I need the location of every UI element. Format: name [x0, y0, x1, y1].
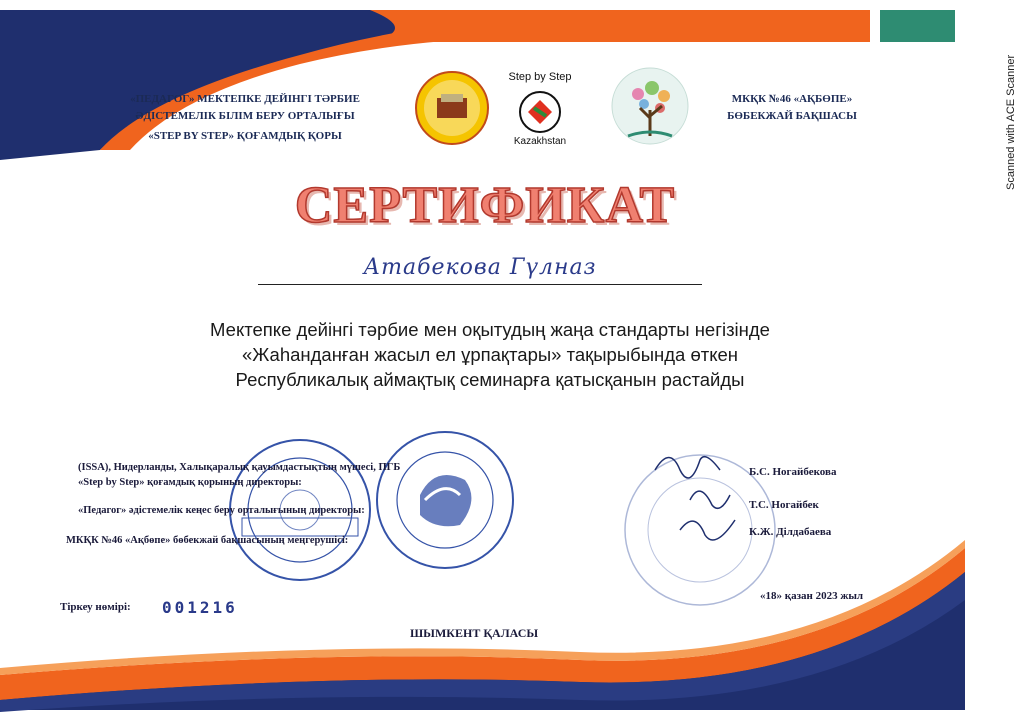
registration-label: Тіркеу нөмірі:: [60, 601, 131, 613]
right-organization-name: [707, 91, 877, 125]
signatory-role: «Step by Step» қоғамдық қорының директоры:: [78, 477, 302, 488]
signatory-name: Т.С. Ногайбек: [749, 499, 819, 511]
certificate-title: СЕРТИФИКАТ: [294, 177, 676, 234]
certificate-body: [130, 317, 850, 392]
org-line: МКҚК №46 «АҚБӨПЕ»: [731, 93, 853, 105]
registration-number: 001216: [162, 598, 238, 617]
issue-date: «18» қазан 2023 жыл: [760, 590, 864, 602]
body-line: Мектепке дейінгі тәрбие мен оқытудың жаңа стандарты негізінде: [210, 319, 770, 340]
recipient-name: Атабекова Гүлназ: [363, 255, 597, 280]
tree-logo: [608, 66, 692, 146]
city-name: ШЫМКЕНТ ҚАЛАСЫ: [410, 626, 539, 640]
scanner-watermark: [985, 20, 1015, 200]
org-line: «ПЕДАГОГ» МЕКТЕПКЕ ДЕЙІНГІ ТӘРБИЕ: [130, 93, 360, 105]
body-line: Республикалық аймақтық семинарға қатысқанын растайды: [235, 369, 745, 390]
org-line: «STEP BY STEP» ҚОҒАМДЫҚ ҚОРЫ: [148, 130, 342, 142]
pedagog-logo: [413, 70, 491, 146]
scanner-watermark-text: Scanned with ACE Scanner: [1005, 54, 1017, 190]
signatory-role: (ISSA), Нидерланды, Халықаралық қауымдастықтың мүшесі, ПГБ: [78, 462, 401, 473]
step-by-step-logo-country: Kazakhstan: [513, 136, 567, 147]
org-line: ӘДІСТЕМЕЛІК БІЛІМ БЕРУ ОРТАЛЫҒЫ: [135, 110, 355, 122]
signatory-name: Б.С. Ногайбекова: [749, 466, 837, 478]
signatory-name: К.Ж. Ділдабаева: [749, 526, 832, 538]
body-line: «Жаһанданған жасыл ел ұрпақтары» тақырыбында өткен: [241, 344, 739, 365]
step-by-step-logo: [500, 70, 580, 150]
recipient-underline: [258, 284, 702, 285]
step-by-step-logo-text: Step by Step: [508, 71, 572, 83]
org-line: БӨБЕКЖАЙ БАҚШАСЫ: [727, 110, 857, 122]
left-organization-name: [100, 91, 390, 145]
signatory-role: «Педагог» әдістемелік кеңес беру орталығының директоры:: [78, 505, 365, 516]
signatory-role: МКҚК №46 «Ақбөпе» бөбекжай бақшасының меңгерушісі:: [66, 535, 349, 546]
